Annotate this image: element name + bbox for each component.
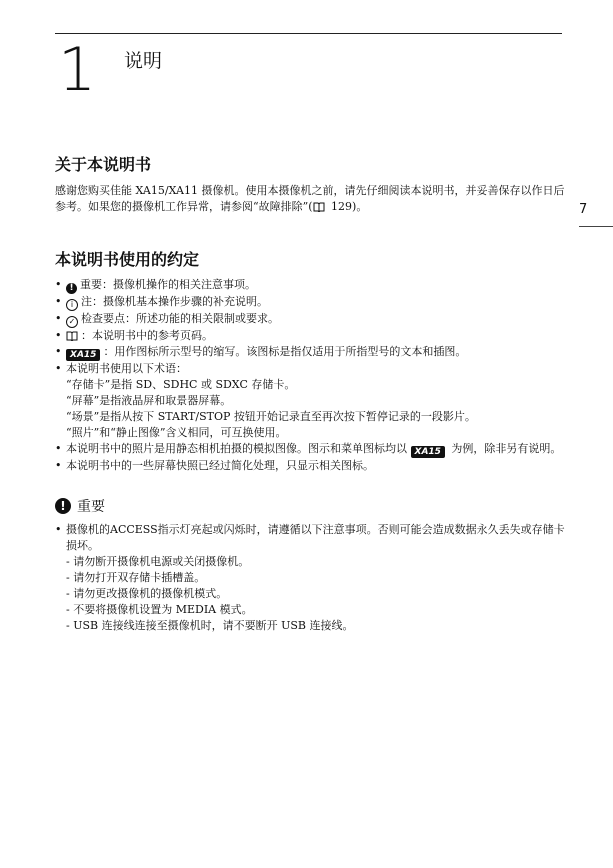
term-line: “存储卡”是指 SD、SDHC 或 SDXC 存储卡。 (66, 378, 296, 391)
intro-text: 感谢您购买佳能 XA15/XA11 摄像机。使用本摄像机之前，请先仔细阅读本说明书，并妥善保存以作日后参考。如果您的摄像机工作异常，请参阅“故障排除”( (55, 184, 565, 213)
list-item (55, 294, 565, 311)
term-line: “屏幕”是指液晶屏和取景器屏幕。 (66, 394, 232, 407)
list-item (55, 277, 565, 294)
term-line: “场景”是指从按下 START/STOP 按钮开始记录直至再次按下暂停记录的一段影片。 (66, 410, 476, 423)
item-text: 检查要点：所述功能的相关限制或要求。 (81, 312, 279, 325)
list-item (55, 361, 565, 441)
dash-item: - 请勿打开双存储卡插槽盖。 (66, 571, 206, 584)
item-text: 本说明书中的照片是用静态相机拍摄的模拟图像。图示和菜单图标均以 (66, 442, 411, 455)
list-item (55, 458, 565, 474)
info-icon: i (66, 299, 78, 311)
chapter-number: 1 (58, 35, 97, 105)
item-text: 本说明书中的一些屏幕快照已经过简化处理，只显示相关图标。 (66, 459, 374, 472)
dash-item: - 请勿断开摄像机电源或关闭摄像机。 (66, 555, 250, 568)
item-text: 重要：摄像机操作的相关注意事项。 (80, 278, 256, 291)
dash-item: - USB 连接线连接至摄像机时，请不要断开 USB 连接线。 (66, 619, 354, 632)
item-text: ：用作图标所示型号的缩写。该图标是指仅适用于所指型号的文本和插图。 (103, 345, 467, 358)
important-icon: ! (55, 498, 71, 514)
item-text: 注：摄像机基本操作步骤的补充说明。 (81, 295, 268, 308)
chapter-title: 说明 (124, 50, 163, 72)
important-icon: ! (66, 283, 77, 294)
book-icon (66, 331, 78, 341)
item-text: 为例，除非另有说明。 (447, 442, 562, 455)
book-icon (313, 202, 325, 212)
check-icon: ✓ (66, 316, 78, 328)
conventions-heading: 本说明书使用的约定 (55, 250, 200, 269)
top-rule (55, 33, 562, 34)
list-item (55, 441, 565, 458)
list-item (55, 344, 565, 361)
list-item (55, 311, 565, 328)
dash-item: - 不要将摄像机设置为 MEDIA 模式。 (66, 603, 253, 616)
intro-page-ref: 129)。 (327, 200, 368, 213)
intro-heading: 关于本说明书 (55, 155, 152, 174)
important-heading: 重要 (77, 499, 105, 515)
intro-paragraph (55, 183, 565, 215)
dash-item: - 请勿更改摄像机的摄像机模式。 (66, 587, 228, 600)
page-number-rule (579, 226, 613, 227)
terms-intro: 本说明书使用以下术语： (66, 362, 187, 375)
model-badge: XA15 (411, 446, 445, 458)
conventions-list (55, 277, 565, 474)
term-line: “照片”和“静止图像”含义相同，可互换使用。 (66, 426, 287, 439)
item-text: ：本说明书中的参考页码。 (81, 329, 213, 342)
important-section (55, 496, 565, 634)
conventions-section (55, 247, 565, 474)
intro-section (55, 152, 565, 215)
page-number: 7 (579, 202, 588, 217)
list-item: • 摄像机的ACCESS指示灯亮起或闪烁时，请遵循以下注意事项。否则可能会造成数据永久丢失或存储卡损坏。 (55, 522, 565, 554)
list-item (55, 328, 565, 344)
important-list (55, 522, 565, 554)
important-header (55, 496, 565, 516)
model-badge: XA15 (66, 349, 100, 361)
